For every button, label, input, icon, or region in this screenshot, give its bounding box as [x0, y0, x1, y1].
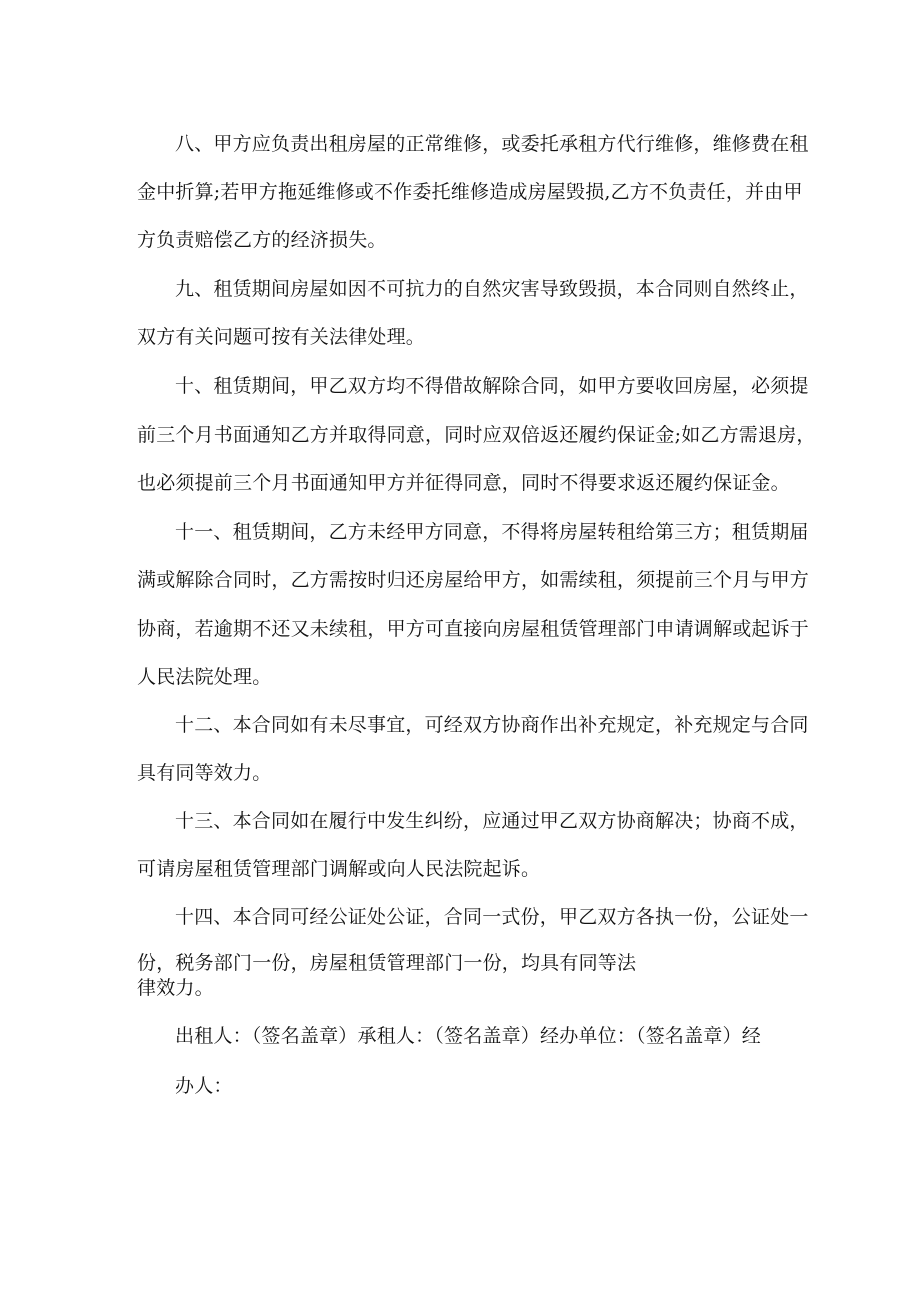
clause-14-line-2: 份，税务部门一份，房屋租赁管理部门一份，均具有同等法 — [137, 952, 637, 974]
clause-8-line-2: 金中折算;若甲方拖延维修或不作委托维修造成房屋毁损,乙方不负责任，并由甲 — [137, 181, 803, 203]
clause-10-line-3: 也必须提前三个月书面通知甲方并征得同意，同时不得要求返还履约保证金。 — [137, 472, 790, 494]
clause-12-line-2: 具有同等效力。 — [137, 762, 272, 784]
clause-8-line-3: 方负责赔偿乙方的经济损失。 — [137, 229, 387, 251]
clause-14-line-3: 律效力。 — [137, 977, 214, 999]
clause-13-line-1: 十三、本合同如在履行中发生纠纷，应通过甲乙双方协商解决；协商不成， — [175, 810, 809, 832]
clause-9-line-1: 九、租赁期间房屋如因不可抗力的自然灾害导致毁损，本合同则自然终止， — [175, 278, 809, 300]
clause-12-line-1: 十二、本合同如有未尽事宜，可经双方协商作出补充规定，补充规定与合同 — [175, 714, 809, 736]
clause-13-line-2: 可请房屋租赁管理部门调解或向人民法院起诉。 — [137, 858, 541, 880]
clause-8-line-1: 八、甲方应负责出租房屋的正常维修，或委托承租方代行维修，维修费在租 — [175, 133, 809, 155]
clause-11-line-2: 满或解除合同时，乙方需按时归还房屋给甲方，如需续租，须提前三个月与甲方 — [137, 569, 810, 591]
clause-11-line-4: 人民法院处理。 — [137, 666, 272, 688]
clause-11-line-3: 协商，若逾期不还又未续租，甲方可直接向房屋租赁管理部门申请调解或起诉于 — [137, 618, 810, 640]
clause-11-line-1: 十一、租赁期间，乙方未经甲方同意，不得将房屋转租给第三方；租赁期届 — [175, 521, 809, 543]
signature-line-2: 办人： — [175, 1075, 233, 1097]
clause-10-line-1: 十、租赁期间，甲乙双方均不得借故解除合同，如甲方要收回房屋，必须提 — [175, 375, 809, 397]
clause-14-line-1: 十四、本合同可经公证处公证，合同一式份，甲乙双方各执一份，公证处一 — [175, 906, 809, 928]
clause-10-line-2: 前三个月书面通知乙方并取得同意，同时应双倍返还履约保证金;如乙方需退房， — [137, 424, 816, 446]
signature-line-1: 出租人：（签名盖章）承租人：（签名盖章）经办单位：（签名盖章）经 — [175, 1025, 761, 1047]
clause-9-line-2: 双方有关问题可按有关法律处理。 — [137, 326, 426, 348]
